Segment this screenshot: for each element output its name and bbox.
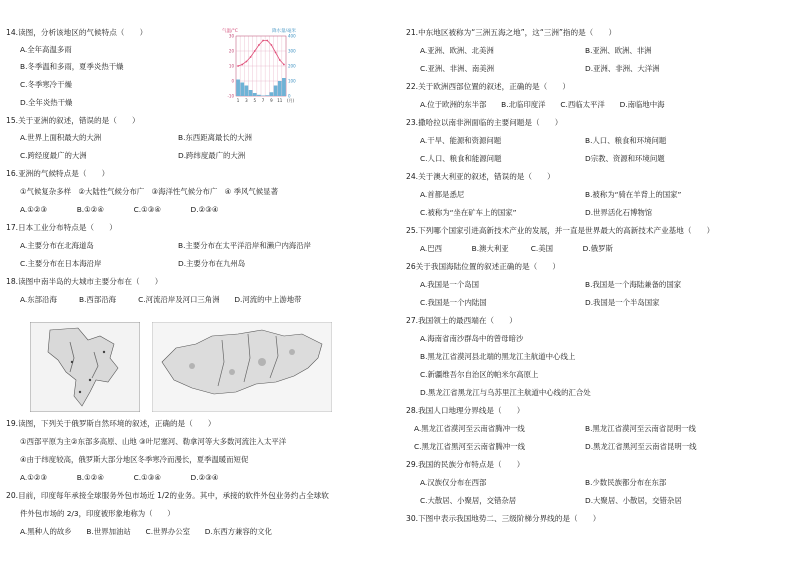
line-q15: 15.关于亚洲的叙述，错误的是（ ） bbox=[6, 116, 140, 125]
line-q17a: A.主要分布在北海道岛 bbox=[20, 241, 94, 250]
precip-bar bbox=[274, 86, 278, 97]
line-q25: 25.下列哪个国家引进高新技术产业的发展，并一直是世界最大的高新技术产业基地（ ） bbox=[406, 226, 715, 235]
month-tick-label: 11 bbox=[277, 98, 283, 103]
line-q17c: C.主要分布在日本海沿岸 bbox=[20, 259, 102, 268]
chart-temp-label: 气温/°C bbox=[222, 29, 238, 34]
line-q16o: A.①②③ B.①②④ C.①③④ D.②③④ bbox=[20, 205, 219, 214]
precip-bar bbox=[265, 95, 269, 96]
temp-point bbox=[241, 64, 243, 66]
line-q24d: D.世界活化石博物馆 bbox=[585, 208, 653, 217]
line-q24c: C.被称为“坐在矿车上的国家” bbox=[420, 208, 517, 217]
precip-tick-label: 0 bbox=[288, 93, 291, 99]
precip-bar bbox=[245, 86, 249, 97]
line-q17: 17.日本工业分布特点是（ ） bbox=[6, 223, 117, 232]
line-q27b: B.黑龙江省漠河县北端的黑龙江主航道中心线上 bbox=[420, 352, 576, 361]
line-q26: 26关于我国海陆位置的叙述正确的是（ ） bbox=[406, 262, 560, 271]
line-q29a: A.汉族仅分布在西部 bbox=[420, 478, 487, 487]
month-tick-label: 5 bbox=[253, 98, 257, 103]
temp-tick-label: 10 bbox=[228, 63, 234, 69]
precip-bar bbox=[249, 90, 253, 96]
line-q26b: B.我国是一个海陆兼备的国家 bbox=[585, 280, 682, 289]
line-q27a: A.海南省南沙群岛中的曾母暗沙 bbox=[420, 334, 524, 343]
temp-point bbox=[262, 40, 264, 42]
climate-chart bbox=[220, 24, 302, 108]
temp-tick-label: -10 bbox=[227, 93, 234, 99]
line-q17d: D.主要分布在九州岛 bbox=[178, 259, 246, 268]
line-q20l1: 20.目前，印度每年承接全球服务外包市场近 1/2的业务。其中，承接的软件外包业务约占全球软 bbox=[6, 491, 329, 500]
temp-tick-label: 0 bbox=[231, 78, 234, 84]
temp-point bbox=[266, 40, 268, 42]
month-tick-label: 1 bbox=[236, 98, 240, 103]
line-q17b: B.主要分布在太平洋沿岸和濑户内海沿岸 bbox=[178, 241, 312, 250]
line-q27d: D.黑龙江省黑龙江与乌苏里江主航道中心线的汇合处 bbox=[420, 388, 591, 397]
line-q15a: A.世界上面积最大的大洲 bbox=[20, 133, 102, 142]
precip-bar bbox=[236, 80, 240, 97]
line-q29c: C.大散居、小聚居，交错杂居 bbox=[420, 496, 517, 505]
line-q21d: D.亚洲、非洲、大洋洲 bbox=[585, 64, 660, 73]
line-q23c: C.人口、粮食和能源问题 bbox=[420, 154, 502, 163]
line-q29: 29.我国的民族分布特点是（ ） bbox=[406, 460, 525, 469]
precip-bar bbox=[253, 93, 257, 96]
line-q28: 28.我国人口地理分界线是（ ） bbox=[406, 406, 525, 415]
line-q26a: A.我国是一个岛国 bbox=[420, 280, 480, 289]
line-q28c: C.黑龙江省黑河至云南省腾冲一线 bbox=[414, 442, 525, 451]
temp-point bbox=[258, 44, 260, 46]
temp-point bbox=[237, 65, 239, 67]
month-tick-label: 3 bbox=[245, 98, 248, 103]
precip-bar bbox=[278, 81, 282, 96]
line-q27c: C.新疆维吾尔自治区的帕米尔高原上 bbox=[420, 370, 539, 379]
line-q24b: B.被称为“骑在羊背上的国家” bbox=[585, 190, 682, 199]
line-q23a: A.干旱、能源和资源问题 bbox=[420, 136, 502, 145]
line-q28a: A.黑龙江省漠河至云南省腾冲一线 bbox=[414, 424, 525, 433]
precip-tick-label: 200 bbox=[288, 63, 296, 69]
line-q19s2: ④由于纬度较高，俄罗斯大部分地区冬季寒冷而漫长，夏季温暖而短促 bbox=[20, 455, 249, 464]
line-q21c: C.亚洲、非洲、南美洲 bbox=[420, 64, 495, 73]
line-q23: 23.撒哈拉以南非洲面临的主要问题是（ ） bbox=[406, 118, 563, 127]
month-tick-label: 9 bbox=[270, 98, 273, 103]
line-q19o: A.①②③ B.①②④ C.①③④ D.②③④ bbox=[20, 473, 219, 482]
line-q29d: D.大聚居、小散居，交错杂居 bbox=[585, 496, 682, 505]
line-q15d: D.跨纬度最广的大洲 bbox=[178, 151, 246, 160]
temp-point bbox=[275, 52, 277, 54]
line-q16s: ①气候复杂多样 ②大陆性气候分布广 ③海洋性气候分布广 ④ 季风气候显著 bbox=[20, 187, 278, 196]
line-q28d: D.黑龙江省黑河至云南省昆明一线 bbox=[585, 442, 697, 451]
temp-point bbox=[283, 64, 285, 66]
line-q19s1: ①西部平原为主②东部多高原、山地 ③叶尼塞河、勒拿河等大多数河流注入太平洋 bbox=[20, 437, 287, 446]
line-q21a: A.亚洲、欧洲、北美洲 bbox=[420, 46, 494, 55]
line-q19: 19.读图，下列关于俄罗斯自然环境的叙述，正确的是（ ） bbox=[6, 419, 216, 428]
line-q23d: D宗教、资源和环境问题 bbox=[585, 154, 665, 163]
line-q29b: B.少数民族都分布在东部 bbox=[585, 478, 667, 487]
line-q18o: A.东部沿海 B.西部沿海 C.河流沿岸及河口三角洲 D.河流的中上游地带 bbox=[20, 295, 302, 304]
line-q30: 30.下图中表示我国地势二、三级阶梯分界线的是（ ） bbox=[406, 514, 601, 523]
line-q21: 21.中东地区被称为“三洲五海之地”，这“三洲”指的是（ ） bbox=[406, 28, 617, 37]
line-q22o: A.位于欧洲的东半部 B.北临印度洋 C.西临太平洋 D.南临地中海 bbox=[420, 100, 665, 109]
line-q24: 24.关于澳大利亚的叙述，错误的是（ ） bbox=[406, 172, 555, 181]
line-q16: 16.亚洲的气候特点是（ ） bbox=[6, 169, 110, 178]
temp-point bbox=[250, 56, 252, 58]
temp-point bbox=[279, 59, 281, 61]
russia-map-image bbox=[152, 322, 332, 412]
temp-point bbox=[271, 44, 273, 46]
line-q14a: A.全年高温多雨 bbox=[20, 45, 72, 54]
temp-point bbox=[254, 50, 256, 52]
temp-tick-label: 20 bbox=[228, 48, 234, 54]
line-q26c: C.我国是一个内陆国 bbox=[420, 298, 487, 307]
precip-tick-label: 100 bbox=[288, 78, 296, 84]
line-q21b: B.亚洲、欧洲、非洲 bbox=[585, 46, 652, 55]
line-q14d: D.全年炎热干燥 bbox=[20, 98, 73, 107]
temp-tick-label: 30 bbox=[228, 33, 234, 39]
line-q26d: D.我国是一个半岛国家 bbox=[585, 298, 660, 307]
line-q15b: B.东西距离最长的大洲 bbox=[178, 133, 252, 142]
precip-tick-label: 400 bbox=[288, 33, 296, 39]
line-q14b: B.冬季温和多雨，夏季炎热干燥 bbox=[20, 62, 124, 71]
temp-point bbox=[246, 61, 248, 63]
line-q28b: B.黑龙江省漠河至云南省昆明一线 bbox=[585, 424, 696, 433]
month-tick-label: (月) bbox=[287, 98, 295, 103]
line-q22: 22.关于欧洲西部位置的叙述，正确的是（ ） bbox=[406, 82, 570, 91]
line-q20l2: 件外包市场的 2/3，印度被形象地称为（ ） bbox=[20, 509, 175, 518]
precip-bar bbox=[270, 92, 274, 96]
precip-tick-label: 300 bbox=[288, 48, 296, 54]
line-q20o: A.黑种人的故乡 B.世界加油站 C.世界办公室 D.东西方兼容的文化 bbox=[20, 527, 272, 536]
line-q14c: C.冬季寒冷干燥 bbox=[20, 80, 72, 89]
indochina-map-image bbox=[30, 322, 140, 412]
line-q15c: C.跨经度最广的大洲 bbox=[20, 151, 87, 160]
precip-bar bbox=[282, 78, 286, 96]
line-q25o: A.巴西 B.澳大利亚 C.美国 D.俄罗斯 bbox=[420, 244, 613, 253]
precip-bar bbox=[240, 83, 244, 97]
line-q27: 27.我国领土的最西端在（ ） bbox=[406, 316, 517, 325]
precip-bar bbox=[257, 95, 261, 96]
line-q18: 18.读图中南半岛的大城市主要分布在（ ） bbox=[6, 277, 163, 286]
line-q24a: A.首都是悉尼 bbox=[420, 190, 465, 199]
line-q23b: B.人口、粮食和环境问题 bbox=[585, 136, 667, 145]
month-tick-label: 7 bbox=[261, 98, 265, 103]
chart-precip-label: 降水量/毫米 bbox=[272, 29, 297, 34]
line-q14: 14.读图，分析该地区的气候特点（ ） bbox=[6, 28, 148, 37]
